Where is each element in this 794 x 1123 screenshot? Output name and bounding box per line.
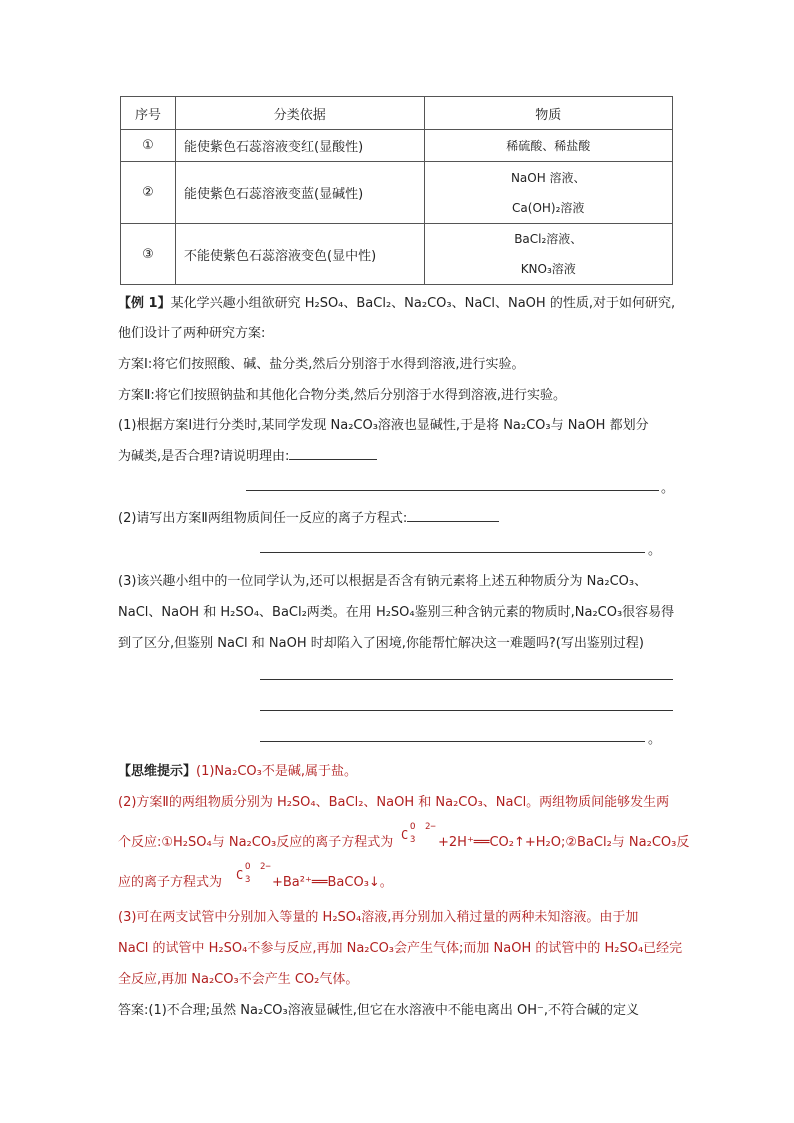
row-substance: [424, 130, 673, 162]
question-2-line: [118, 507, 499, 526]
question-2-prompt: (2)请写出方案Ⅱ两组物质间任一反应的离子方程式:: [118, 511, 408, 526]
ion-c: C: [236, 868, 244, 882]
ion-o: O: [410, 822, 416, 832]
ion-o: O: [245, 862, 251, 872]
hint-line-2b-pre: 个反应:①H₂SO₄与 Na₂CO₃反应的离子方程式为: [118, 835, 394, 850]
row-number: ①: [121, 130, 176, 162]
question-3-line-2: NaCl、NaOH 和 H₂SO₄、BaCl₂两类。在用 H₂SO₄鉴别三种含钠元素的物质时,Na₂CO₃很容易得: [118, 605, 675, 620]
ion-subscript: 3: [245, 875, 251, 885]
header-number: 序号: [121, 97, 176, 130]
row-basis: 能使紫色石蕊溶液变蓝(显碱性): [176, 162, 425, 224]
ion-charge: 2−: [425, 822, 436, 832]
hint-line-3a: (3)可在两支试管中分别加入等量的 H₂SO₄溶液,再分别加入稍过量的两种未知溶液。由于加: [118, 910, 639, 925]
header-substance: 物质: [424, 97, 673, 130]
substance-line: NaOH 溶液、: [510, 170, 586, 185]
hint-line-1: [118, 760, 357, 779]
ion-c: C: [401, 828, 409, 842]
classification-table: [120, 96, 673, 285]
hint-text-1: (1)Na₂CO₃不是碱,属于盐。: [196, 764, 357, 779]
carbonate-ion: [401, 822, 435, 848]
carbonate-ion: [236, 862, 270, 888]
hint-line-2c-post: +Ba²⁺══BaCO₃↓。: [272, 875, 393, 890]
ion-charge: 2−: [260, 862, 271, 872]
question-1-line-2: [118, 445, 377, 464]
example-tag: 【例 1】: [118, 296, 171, 311]
answer-line-2[interactable]: [260, 552, 645, 553]
hint-line-2c-pre: 应的离子方程式为: [118, 875, 223, 890]
row-number: ②: [121, 162, 176, 224]
row-substance: [424, 162, 673, 224]
example-intro-text: 某化学兴趣小组欲研究 H₂SO₄、BaCl₂、Na₂CO₃、NaCl、NaOH 的性质,对于如何研究,: [170, 296, 676, 311]
hint-line-2a: (2)方案Ⅱ的两组物质分别为 H₂SO₄、BaCl₂、NaOH 和 Na₂CO₃、NaCl。两组物质间能够发生两: [118, 795, 670, 810]
example-intro-line-1: [118, 292, 675, 311]
period-mark: 。: [648, 732, 662, 747]
answer-line-1[interactable]: [246, 490, 659, 491]
period-mark: 。: [648, 543, 662, 558]
answer-line-3c[interactable]: [260, 741, 645, 742]
table-row: [121, 224, 673, 285]
hint-line-3c: 全反应,再加 Na₂CO₃不会产生 CO₂气体。: [118, 972, 359, 987]
table-row: [121, 162, 673, 224]
answer-line: 答案:(1)不合理;虽然 Na₂CO₃溶液显碱性,但它在水溶液中不能电离出 OH⁻,不符合碱的定义: [118, 1003, 639, 1018]
substance-line: Ca(OH)₂溶液: [512, 200, 585, 215]
substance-line: KNO₃溶液: [520, 262, 576, 276]
answer-line-3b[interactable]: [260, 710, 673, 711]
hint-line-2b-post: +2H⁺══CO₂↑+H₂O;②BaCl₂与 Na₂CO₃反: [438, 835, 690, 850]
plan-1: 方案Ⅰ:将它们按照酸、碱、盐分类,然后分别溶于水得到溶液,进行实验。: [118, 357, 525, 372]
substance-line: BaCl₂溶液、: [514, 232, 583, 246]
ion-subscript: 3: [410, 835, 416, 845]
answer-line-3a[interactable]: [260, 679, 673, 680]
answer-blank-2[interactable]: [407, 507, 499, 522]
question-1-line-1: (1)根据方案Ⅰ进行分类时,某同学发现 Na₂CO₃溶液也显碱性,于是将 Na₂CO₃与 NaOH 都划分: [118, 418, 649, 433]
question-3-line-1: (3)该兴趣小组中的一位同学认为,还可以根据是否含有钠元素将上述五种物质分为 Na₂CO₃、: [118, 574, 648, 589]
question-3-line-3: 到了区分,但鉴别 NaCl 和 NaOH 时却陷入了困境,你能帮忙解决这一难题吗?(写出鉴别过程): [118, 636, 644, 651]
row-number: ③: [121, 224, 176, 285]
table-header-row: [121, 97, 673, 130]
example-intro-line-2: 他们设计了两种研究方案:: [118, 326, 266, 341]
row-basis: 不能使紫色石蕊溶液变色(显中性): [176, 224, 425, 285]
period-mark: 。: [661, 481, 675, 496]
table-row: [121, 130, 673, 162]
hint-tag: 【思维提示】: [118, 764, 197, 779]
row-basis: 能使紫色石蕊溶液变红(显酸性): [176, 130, 425, 162]
question-1-prompt: 为碱类,是否合理?请说明理由:: [118, 449, 290, 464]
plan-2: 方案Ⅱ:将它们按照钠盐和其他化合物分类,然后分别溶于水得到溶液,进行实验。: [118, 388, 567, 403]
hint-line-3b: NaCl 的试管中 H₂SO₄不参与反应,再加 Na₂CO₃会产生气体;而加 NaOH 的试管中的 H₂SO₄已经完: [118, 941, 683, 956]
substance-line: 稀硫酸、稀盐酸: [506, 138, 591, 153]
header-basis: 分类依据: [176, 97, 425, 130]
answer-blank-1[interactable]: [289, 445, 377, 460]
row-substance: [424, 224, 673, 285]
